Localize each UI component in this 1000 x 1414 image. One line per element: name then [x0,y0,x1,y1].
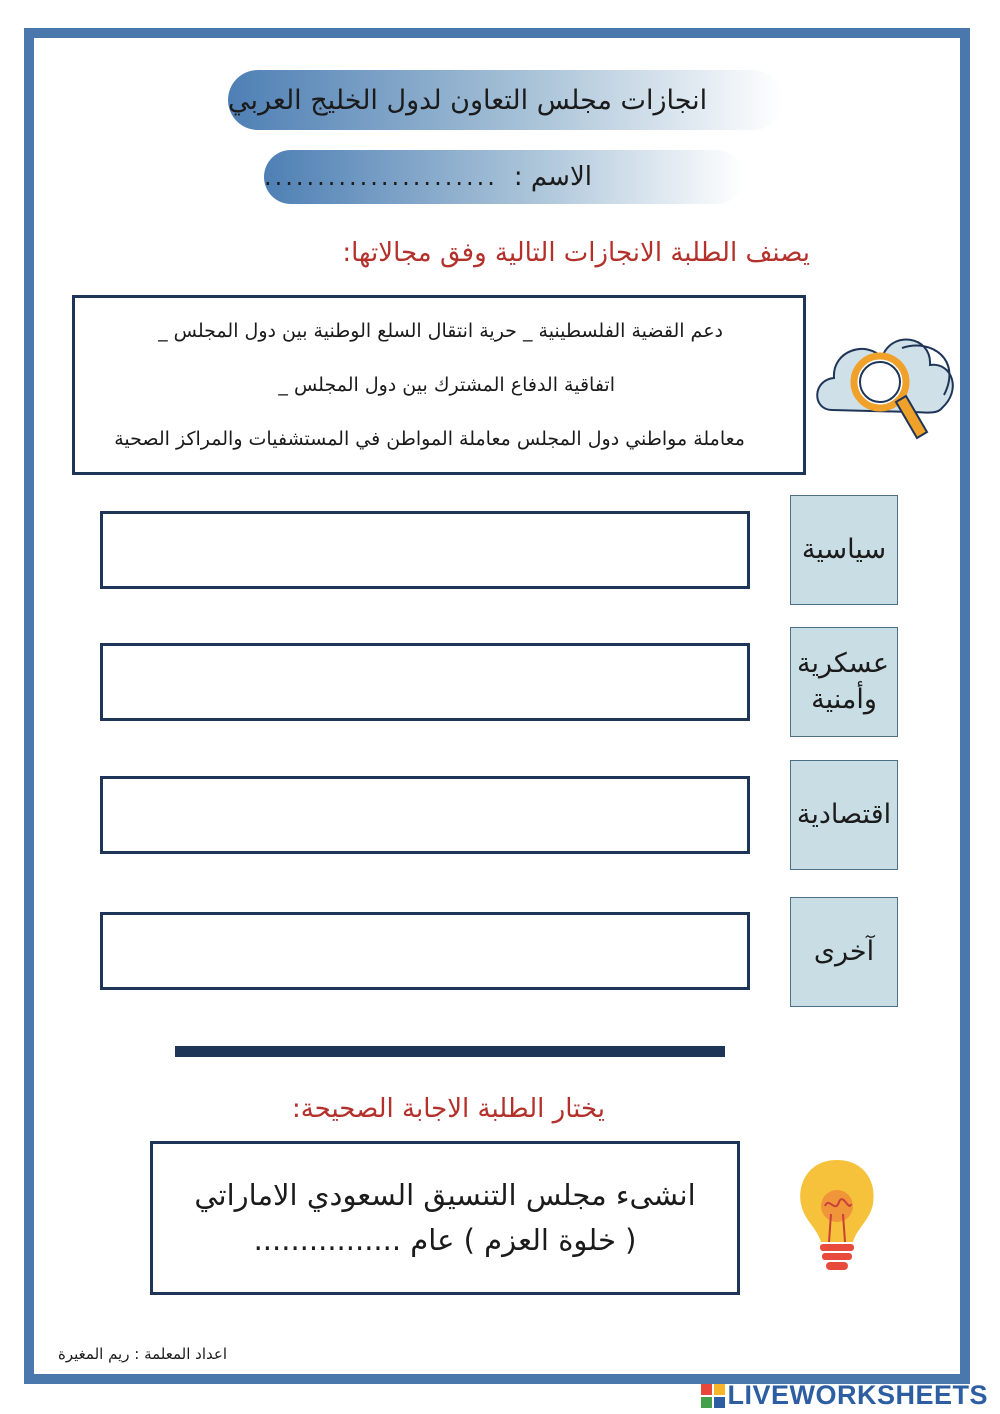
page-title: انجازات مجلس التعاون لدول الخليج العربي [228,84,708,116]
answer-box-economic[interactable] [100,776,750,854]
answer-box-other[interactable] [100,912,750,990]
answer-box-political[interactable] [100,511,750,589]
list-item[interactable]: معاملة مواطني دول المجلس معاملة المواطن في المستشفيات والمراكز الصحية [114,428,745,450]
section-divider [175,1046,725,1057]
liveworksheets-logo-icon [701,1384,725,1408]
question-box [150,1141,740,1295]
category-military: عسكرية وأمنية [790,627,898,737]
title-banner [228,70,783,130]
name-label: الاسم : [513,162,593,192]
teacher-credit: اعداد المعلمة : ريم المغيرة [58,1345,227,1363]
task2-heading: يختار الطلبة الاجابة الصحيحة: [291,1094,605,1124]
answer-box-military[interactable] [100,643,750,721]
light-bulb-icon [795,1156,880,1281]
category-other: آخرى [790,897,898,1007]
category-economic: اقتصادية [790,760,898,870]
list-item[interactable]: دعم القضية الفلسطينية _ حرية انتقال السلع الوطنية بين دول المجلس _ [158,320,723,342]
magnifier-cloud-icon [812,320,962,450]
question-blank[interactable]: ( خلوة العزم ) عام ................ [253,1223,637,1257]
achievements-box [72,295,806,475]
liveworksheets-watermark: LIVEWORKSHEETS [701,1380,988,1411]
category-political: سياسية [790,495,898,605]
name-input[interactable]: ...................... [264,163,498,191]
list-item[interactable]: اتفاقية الدفاع المشترك بين دول المجلس _ [278,374,615,396]
question-line: انشىء مجلس التنسيق السعودي الاماراتي [194,1178,696,1213]
name-banner [264,150,744,204]
task1-heading: يصنف الطلبة الانجازات التالية وفق مجالاتها: [342,238,810,268]
